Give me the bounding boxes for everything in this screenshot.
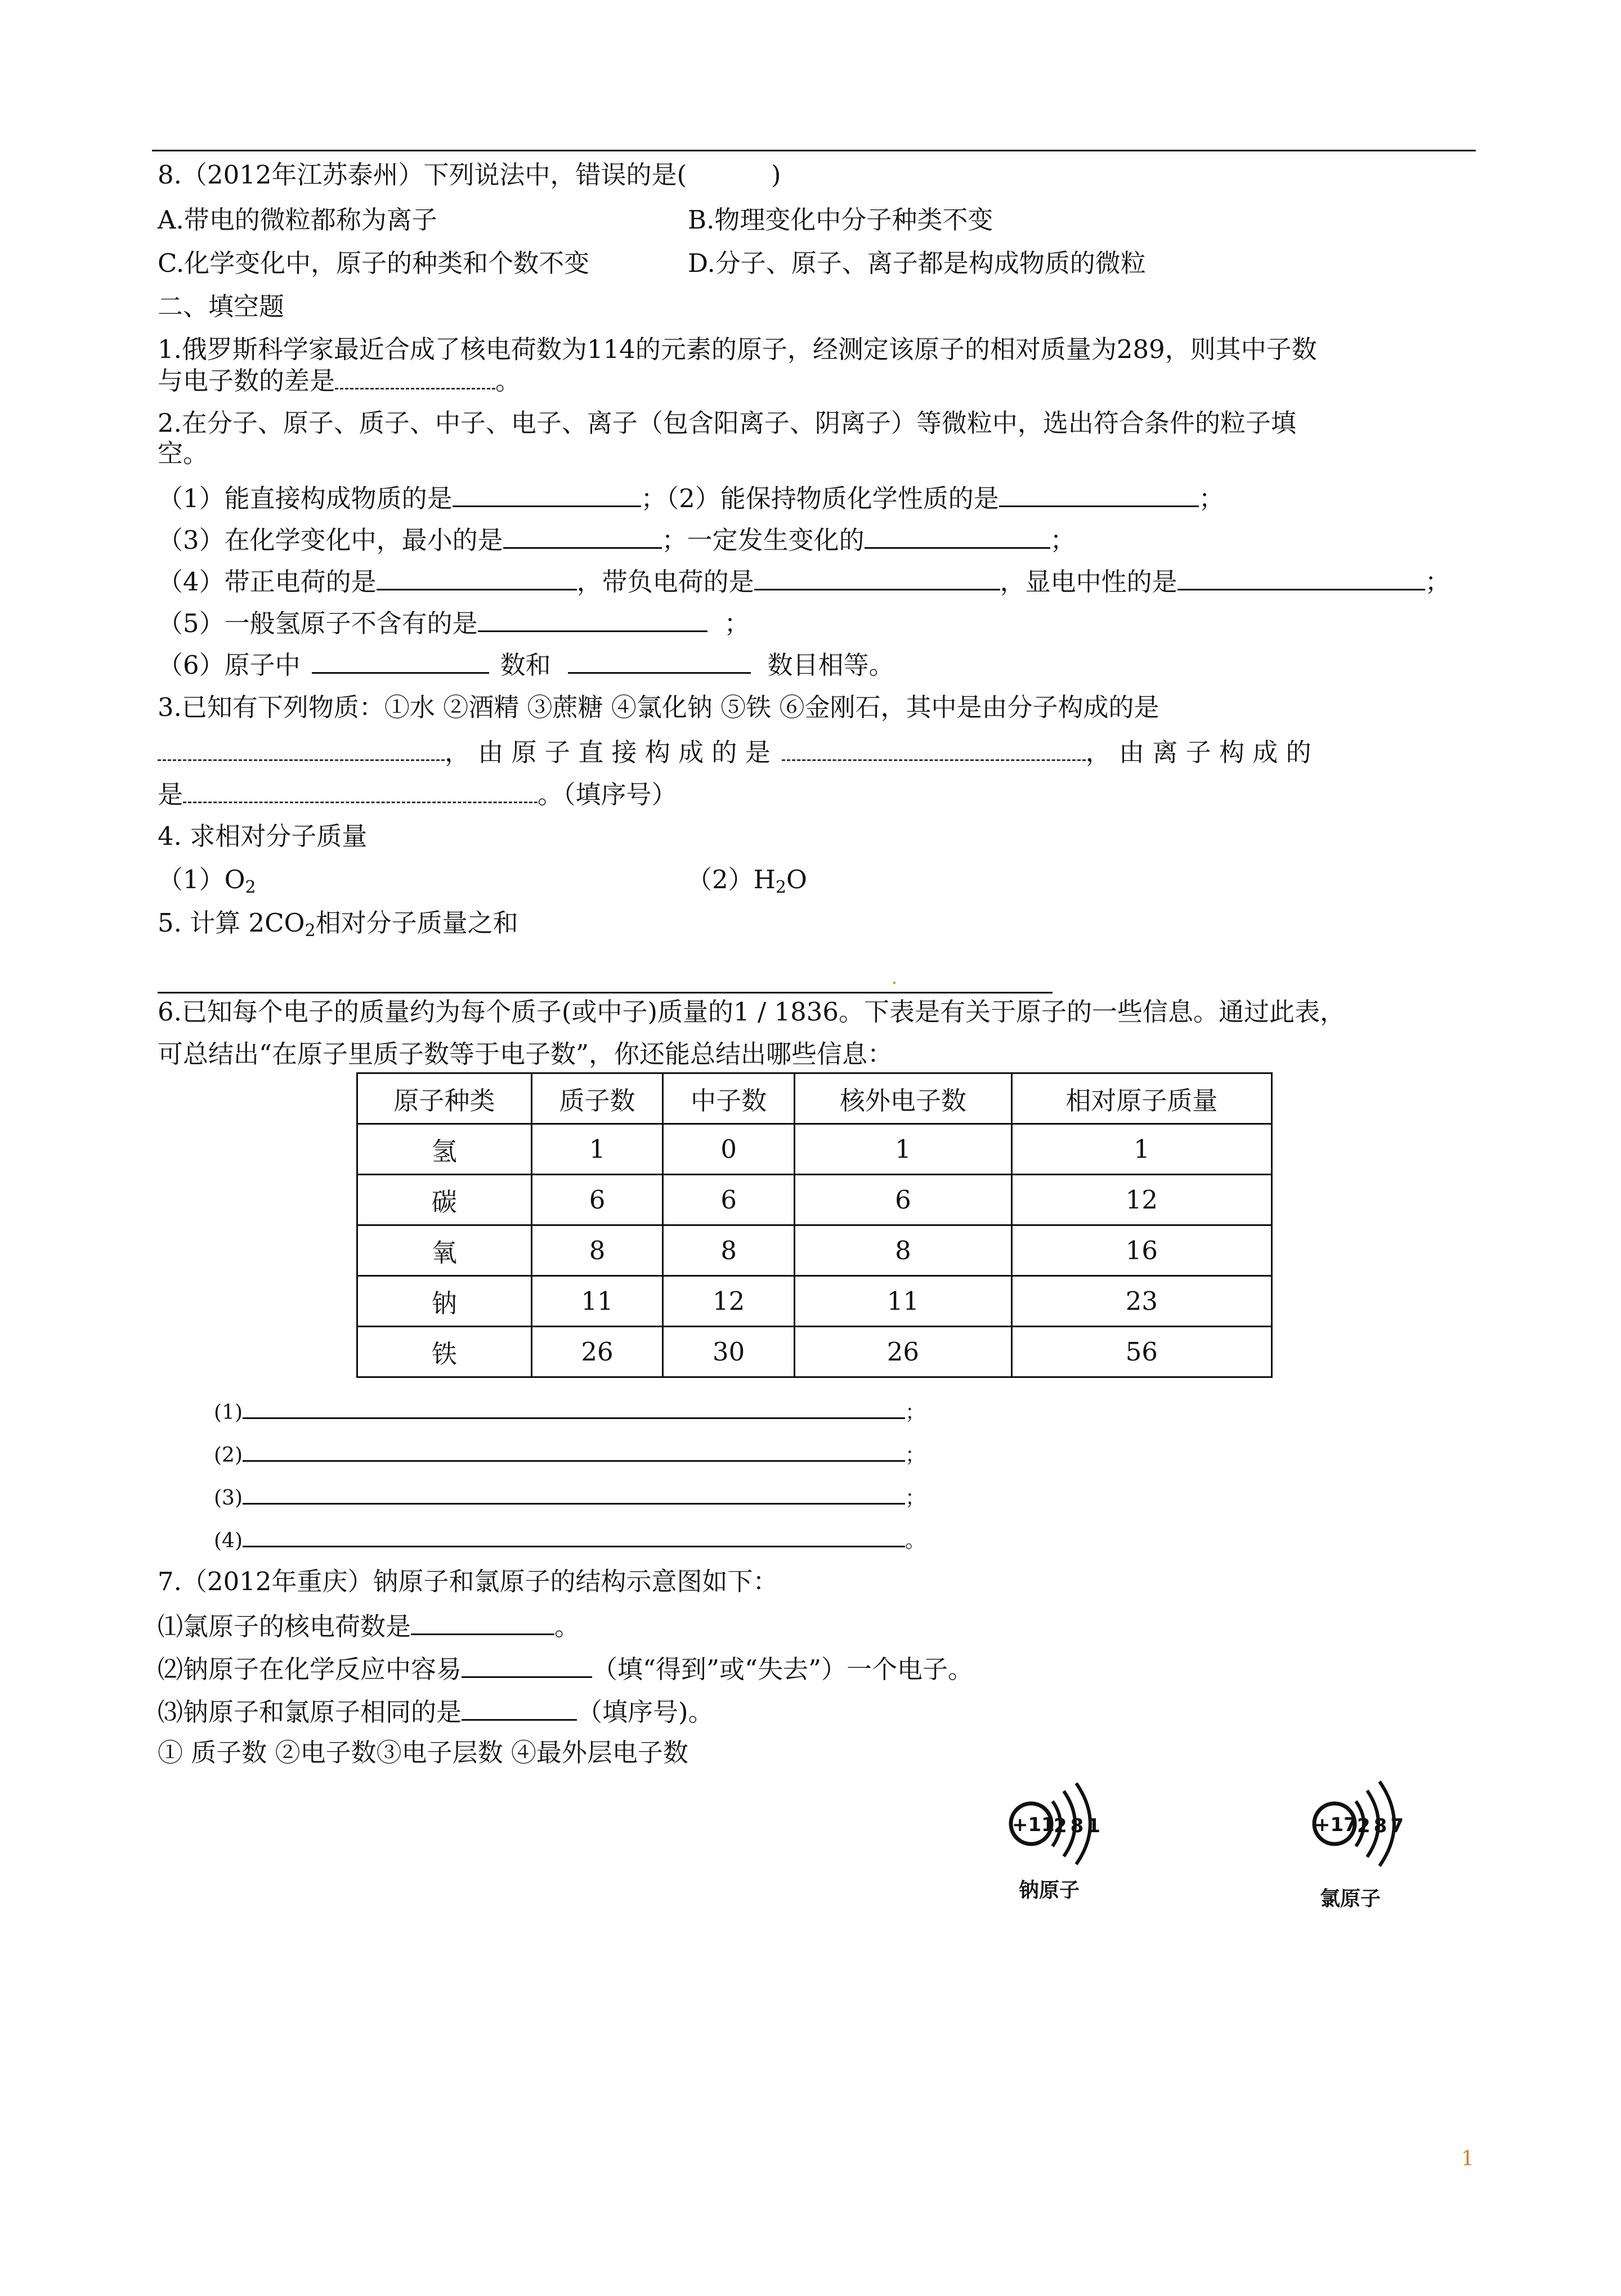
- table-cell: 钠: [357, 1276, 532, 1327]
- fb1-line2: 与电子数的差是 。: [158, 366, 521, 396]
- table-cell: 6: [531, 1175, 663, 1225]
- fb2-blank-3[interactable]: [503, 526, 662, 549]
- fb6-answer-2: (2) ；: [214, 1444, 926, 1467]
- q8-option-c: C.化学变化中，原子的种类和个数不变: [158, 248, 590, 278]
- fb2-part3: （3）在化学变化中，最小的是 ；一定发生变化的 ；: [158, 525, 1076, 555]
- fb7-part1: ⑴氯原子的核电荷数是 。: [158, 1612, 580, 1641]
- fb5-text: 5. 计算 $2CO_2$相对分子质量之和: [158, 908, 518, 941]
- fb7-options: ① 质子数 ②电子数③电子层数 ④最外层电子数: [158, 1738, 688, 1767]
- q8-option-a: A.带电的微粒都称为离子: [158, 205, 437, 235]
- table-cell: 11: [531, 1276, 663, 1327]
- table-cell: 26: [794, 1327, 1011, 1377]
- page-number: 1: [1461, 2147, 1474, 2170]
- table-cell: 1: [1011, 1124, 1271, 1175]
- fb6-answer-3: (3) ；: [214, 1487, 926, 1510]
- fb7-blank-2[interactable]: [462, 1655, 592, 1678]
- chlorine-atom-diagram: [1309, 1776, 1427, 1872]
- fb7-blank-3[interactable]: [462, 1698, 577, 1721]
- q8-option-b: B.物理变化中分子种类不变: [688, 205, 993, 235]
- fb2-blank-7[interactable]: [1177, 567, 1425, 590]
- fb6-answer-4: (4) 。: [214, 1529, 926, 1552]
- fb3-blank-1[interactable]: [158, 738, 445, 761]
- speck: [893, 982, 895, 984]
- fb3-line3: 是 。（填序号）: [158, 780, 677, 809]
- chlorine-nucleus: +17: [1314, 1814, 1357, 1836]
- table-cell: 氧: [357, 1225, 532, 1276]
- sodium-shells: 281: [1054, 1815, 1104, 1837]
- fb6-answer-1: (1) ；: [214, 1401, 926, 1424]
- fb6-blank-1[interactable]: [243, 1400, 905, 1419]
- fb1-blank[interactable]: [335, 366, 495, 390]
- table-header: 质子数: [531, 1073, 663, 1124]
- fb7-blank-1[interactable]: [411, 1612, 554, 1635]
- q8-option-d: D.分子、原子、离子都是构成物质的微粒: [688, 248, 1146, 278]
- fb2-blank-2[interactable]: [999, 484, 1199, 507]
- table-cell: 碳: [357, 1175, 532, 1225]
- fb2-part5: （5）一般氢原子不含有的是 ；: [158, 608, 750, 638]
- fb3-line1: 3.已知有下列物质：①水 ②酒精 ③蔗糖 ④氯化钠 ⑤铁 ⑥金刚石，其中是由分子构成的是: [158, 692, 1159, 722]
- section-heading: 二、填空题: [158, 292, 285, 321]
- fb6-blank-2[interactable]: [243, 1443, 905, 1462]
- table-cell: 56: [1011, 1327, 1271, 1377]
- fb1-line1: 1.俄罗斯科学家最近合成了核电荷数为114的元素的原子，经测定该原子的相对质量为289，则其中子数: [158, 334, 1317, 364]
- fb2-part6: （6）原子中 数和 数目相等。: [158, 650, 894, 680]
- fb4-title: 4. 求相对分子质量: [158, 821, 368, 851]
- fb3-line2: ， 由 原 子 直 接 构 成 的 是 ， 由 离 子 构 成 的: [158, 738, 1311, 765]
- sodium-label: 钠原子: [1019, 1879, 1080, 1902]
- table-row: [357, 1225, 1272, 1276]
- table-header: 相对原子质量: [1011, 1073, 1271, 1124]
- fb4-items: $(1)O_2$ $(2)H_2O$: [158, 865, 807, 897]
- table-cell: 16: [1011, 1225, 1271, 1276]
- table-cell: 12: [1011, 1175, 1271, 1225]
- sodium-atom-diagram: [1007, 1779, 1126, 1869]
- q8-stem: 8.（2012年江苏泰州）下列说法中，错误的是( ): [158, 160, 781, 190]
- sodium-nucleus: +11: [1012, 1814, 1055, 1836]
- table-cell: 30: [663, 1327, 795, 1377]
- table-cell: 氢: [357, 1124, 532, 1175]
- q8-options-cd: [158, 250, 1146, 276]
- table-cell: 6: [663, 1175, 795, 1225]
- fb2-line2: 空。: [158, 438, 209, 468]
- table-row: [357, 1276, 1272, 1327]
- table-cell: 铁: [357, 1327, 532, 1377]
- fb2-blank-4[interactable]: [865, 526, 1050, 549]
- fb2-part1: （1）能直接构成物质的是 ；（2）能保持物质化学性质的是 ；: [158, 484, 1224, 513]
- table-cell: 23: [1011, 1276, 1271, 1327]
- top-rule: [152, 150, 1476, 151]
- table-cell: 8: [794, 1225, 1011, 1276]
- table-cell: 1: [794, 1124, 1011, 1175]
- fb7-part3: ⑶钠原子和氯原子相同的是 （填序号)。: [158, 1697, 714, 1727]
- q8-options-ab: [158, 205, 993, 235]
- table-cell: 6: [794, 1175, 1011, 1225]
- fb2-blank-10[interactable]: [568, 651, 751, 674]
- table-cell: 26: [531, 1327, 663, 1377]
- table-row: [357, 1327, 1272, 1377]
- atom-info-table: [356, 1072, 1273, 1378]
- table-cell: 1: [531, 1124, 663, 1175]
- fb6-blank-3[interactable]: [243, 1486, 905, 1505]
- fb2-blank-9[interactable]: [312, 651, 489, 674]
- fb6-blank-4[interactable]: [243, 1529, 905, 1547]
- fb2-line1: 2.在分子、原子、质子、中子、电子、离子（包含阳离子、阴离子）等微粒中，选出符合条件的粒子填: [158, 408, 1296, 438]
- table-cell: 12: [663, 1276, 795, 1327]
- table-cell: 0: [663, 1124, 795, 1175]
- fb3-blank-2[interactable]: [782, 738, 1086, 761]
- table-cell: 8: [663, 1225, 795, 1276]
- fb2-blank-6[interactable]: [754, 567, 1000, 590]
- table-header-row: [357, 1073, 1272, 1124]
- fb2-blank-5[interactable]: [377, 567, 577, 590]
- table-header: 核外电子数: [794, 1073, 1011, 1124]
- table-cell: 11: [794, 1276, 1011, 1327]
- table-header: 原子种类: [357, 1073, 532, 1124]
- fb2-part4: （4）带正电荷的是 ，带负电荷的是 ，显电中性的是 ；: [158, 567, 1450, 597]
- table-cell: 8: [531, 1225, 663, 1276]
- chlorine-label: 氯原子: [1320, 1887, 1381, 1910]
- fb2-blank-1[interactable]: [453, 484, 641, 507]
- fb3-blank-3[interactable]: [183, 780, 538, 803]
- chlorine-shells: 287: [1357, 1815, 1407, 1837]
- table-header: 中子数: [663, 1073, 795, 1124]
- fb2-blank-8[interactable]: [478, 609, 707, 632]
- answer-line[interactable]: [158, 992, 1053, 993]
- table-row: [357, 1175, 1272, 1225]
- fb7-part2: ⑵钠原子在化学反应中容易 （填“得到”或“失去”）一个电子。: [158, 1654, 974, 1684]
- fb6-line2: 可总结出“在原子里质子数等于电子数”，你还能总结出哪些信息：: [158, 1039, 893, 1069]
- fb6-line1: 6.已知每个电子的质量约为每个质子(或中子)质量的1 / 1836。下表是有关于原子的一些信息。通过此表，: [158, 997, 1345, 1027]
- fb7-title: 7.（2012年重庆）钠原子和氯原子的结构示意图如下：: [158, 1567, 778, 1596]
- table-row: [357, 1124, 1272, 1175]
